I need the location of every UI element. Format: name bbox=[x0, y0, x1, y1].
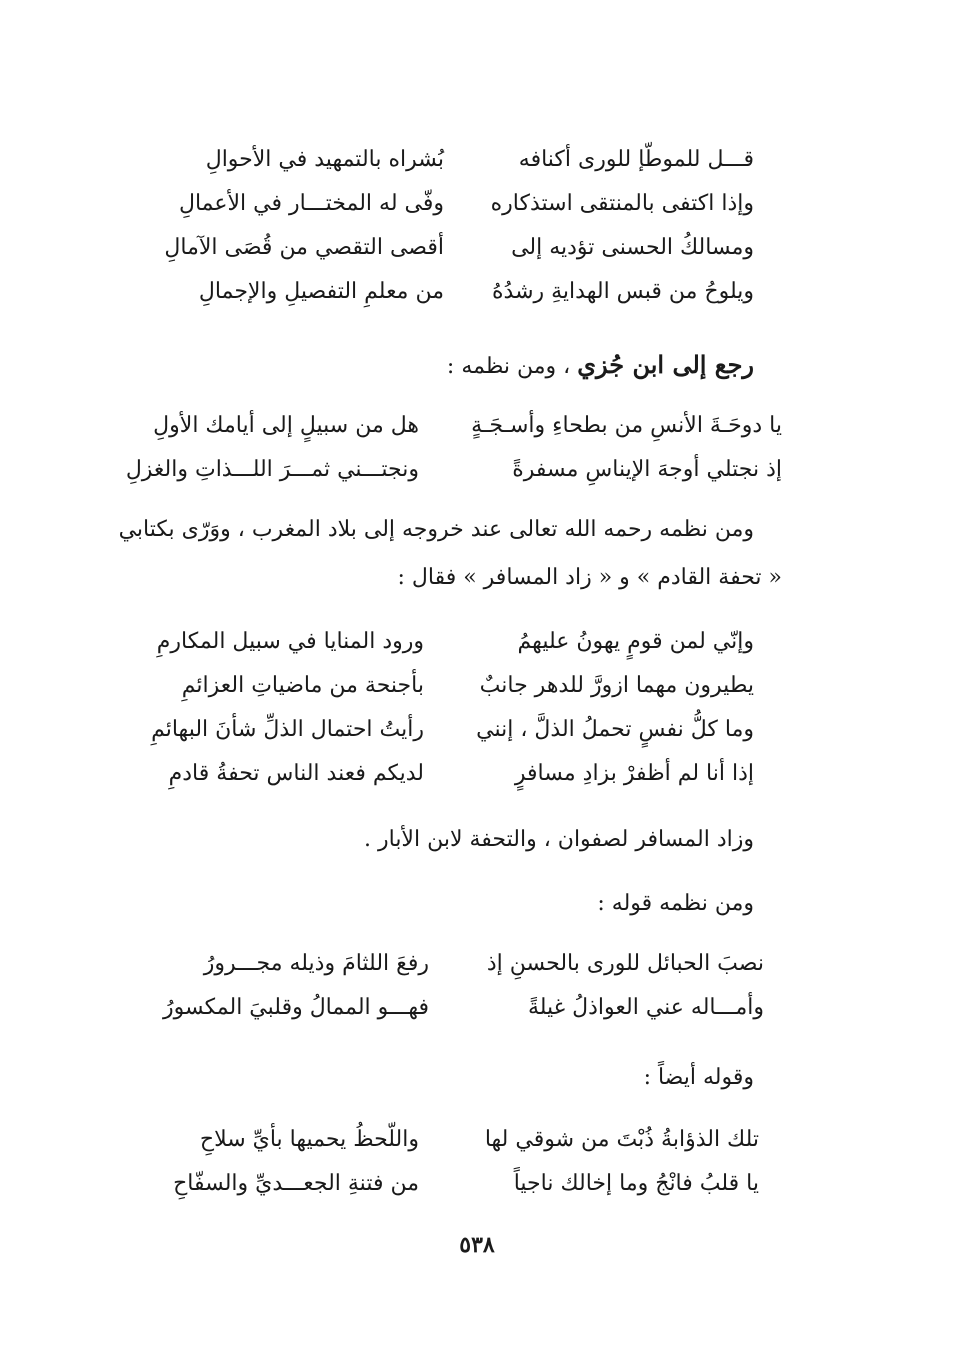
first-hemistich: تلك الذؤابةُ ذُبْتَ من شوقي لها bbox=[484, 1127, 759, 1152]
first-hemistich: نصبَ الحبائل للورى بالحسنِ إذ bbox=[486, 951, 764, 976]
second-hemistich: ونجتـــني ثمـــرَ اللـــذاتِ والغزلِ bbox=[125, 457, 419, 482]
verse bbox=[0, 988, 954, 1032]
first-hemistich: ويلوحُ من قبس الهدايةِ رشدُهُ bbox=[492, 279, 754, 304]
first-hemistich: يا دوحَـةَ الأنسِ من بطحاءِ وأسـجَـةٍ bbox=[471, 413, 782, 438]
verse bbox=[0, 622, 954, 666]
first-hemistich: إذ نجتلي أوجهَ الإيناسِ مسفرةً bbox=[512, 457, 782, 482]
verse bbox=[0, 272, 954, 316]
first-hemistich: وأمـــاله عني العواذلُ غيلةً bbox=[527, 995, 764, 1020]
heading-rest: ، ومن نظمه : bbox=[446, 354, 571, 379]
verse bbox=[0, 140, 954, 184]
second-hemistich: واللّحظُ يحميها بأيِّ سلاحِ bbox=[199, 1127, 419, 1152]
first-hemistich: إذا أنا لم أظفرْ بزادِ مسافرٍ bbox=[514, 761, 754, 786]
second-hemistich: من فتنةِ الجعـــديِّ والسفّاحِ bbox=[173, 1171, 419, 1196]
second-hemistich: هل من سبيلٍ إلى أيامك الأولِ bbox=[153, 413, 419, 438]
second-hemistich: بُشراه بالتمهيد في الأحوالِ bbox=[205, 147, 444, 172]
poem-2 bbox=[0, 406, 954, 494]
first-hemistich: وإذا اكتفى بالمنتقى استذكاره bbox=[490, 191, 754, 216]
first-hemistich: قـــل للموطّإ للورى أكنافه bbox=[518, 147, 754, 172]
verse bbox=[0, 1164, 954, 1208]
verse bbox=[0, 450, 954, 494]
verse bbox=[0, 944, 954, 988]
poem-1 bbox=[0, 140, 954, 316]
second-hemistich: وفّى له المختـــار في الأعمالِ bbox=[178, 191, 444, 216]
second-hemistich: رأيتُ احتمال الذلِّ شأنَ البهائمِ bbox=[151, 717, 424, 742]
poem-3 bbox=[0, 622, 954, 798]
first-hemistich: وما كلُّ نفسٍ تحملُ الذلَّ ، إنني bbox=[476, 717, 754, 742]
verse bbox=[0, 754, 954, 798]
prose-line: وزاد المسافر لصفوان ، والتحفة لابن الأبار . bbox=[364, 827, 754, 852]
first-hemistich: ومسالكُ الحسنى تؤديه إلى bbox=[511, 235, 754, 260]
verse bbox=[0, 184, 954, 228]
poem-5 bbox=[0, 1120, 954, 1208]
second-hemistich: رفعَ اللثامَ وذيله مجـــرورُ bbox=[203, 951, 429, 976]
prose-line: « تحفة القادم » و « زاد المسافر » فقال : bbox=[397, 565, 782, 590]
verse bbox=[0, 710, 954, 754]
verse bbox=[0, 406, 954, 450]
page-number: ٥٣٨ bbox=[459, 1232, 495, 1258]
second-hemistich: أقصى التقصي من قُصَى الآمالِ bbox=[164, 235, 444, 260]
verse bbox=[0, 228, 954, 272]
second-hemistich: من معلمِ التفصيلِ والإجمالِ bbox=[198, 279, 444, 304]
heading-bold: رجع إلى ابن جُزي bbox=[577, 350, 754, 379]
prose-line: ومن نظمه رحمه الله تعالى عند خروجه إلى بلاد المغرب ، ووَرّى بكتابي bbox=[118, 517, 754, 542]
verse bbox=[0, 666, 954, 710]
second-hemistich: لديكم فعند الناس تحفةُ قادمِ bbox=[168, 761, 424, 786]
poem-4 bbox=[0, 944, 954, 1032]
prose-line: وقوله أيضاً : bbox=[643, 1065, 754, 1090]
first-hemistich: يطيرون مهما ازورَّ للدهر جانبٌ bbox=[479, 673, 754, 698]
first-hemistich: وإنّي لمن قومٍ يهونُ عليهمُ bbox=[517, 629, 754, 654]
prose-line: ومن نظمه قوله : bbox=[597, 891, 754, 916]
second-hemistich: فهـــو الممالُ وقلبيَ المكسورُ bbox=[163, 995, 429, 1020]
verse bbox=[0, 1120, 954, 1164]
second-hemistich: ورود المنايا في سبيل المكارمِ bbox=[156, 629, 424, 654]
section-heading bbox=[447, 345, 754, 387]
first-hemistich: يا قلبُ فانْجُ وما إخالك ناجياً bbox=[513, 1171, 759, 1196]
second-hemistich: بأجنحة من ماضياتِ العزائمِ bbox=[181, 673, 424, 698]
